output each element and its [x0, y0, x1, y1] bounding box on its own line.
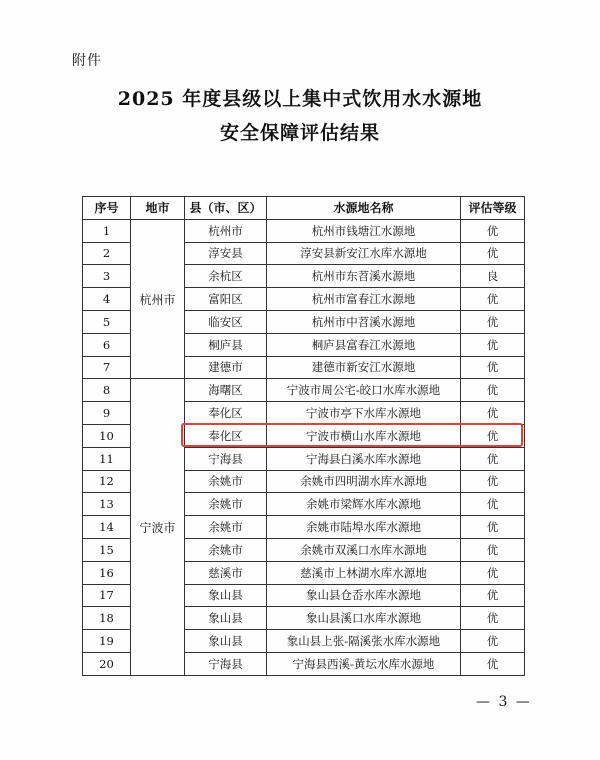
cell-serial-number: 11 [83, 447, 131, 470]
table-row [83, 379, 525, 402]
cell-serial-number: 20 [83, 652, 131, 675]
document-title-line2: 安全保障评估结果 [219, 122, 380, 144]
cell-water-source: 余姚市四明湖水库水源地 [267, 470, 461, 493]
cell-serial-number: 1 [83, 219, 131, 242]
assessment-results-table [82, 196, 525, 676]
cell-water-source: 象山县上张-隔溪张水库水源地 [267, 630, 461, 653]
cell-city: 宁波市 [131, 379, 185, 675]
cell-county: 杭州市 [185, 219, 267, 242]
cell-grade: 优 [461, 538, 525, 561]
cell-county: 奉化区 [185, 424, 267, 447]
table-row [83, 219, 525, 242]
cell-county: 桐庐县 [185, 333, 267, 356]
cell-serial-number: 12 [83, 470, 131, 493]
cell-serial-number: 16 [83, 561, 131, 584]
header-grade: 评估等级 [461, 197, 525, 220]
cell-serial-number: 13 [83, 493, 131, 516]
cell-county: 宁海县 [185, 447, 267, 470]
cell-grade: 优 [461, 561, 525, 584]
cell-water-source: 象山县仓岙水库水源地 [267, 584, 461, 607]
cell-grade: 优 [461, 379, 525, 402]
cell-county: 余姚市 [185, 538, 267, 561]
cell-grade: 优 [461, 607, 525, 630]
cell-water-source: 宁波市周公宅-皎口水库水源地 [267, 379, 461, 402]
cell-county: 余姚市 [185, 516, 267, 539]
cell-serial-number: 19 [83, 630, 131, 653]
cell-water-source: 宁海县白溪水库水源地 [267, 447, 461, 470]
cell-serial-number: 17 [83, 584, 131, 607]
cell-grade: 优 [461, 493, 525, 516]
cell-water-source: 淳安县新安江水库水源地 [267, 242, 461, 265]
cell-serial-number: 10 [83, 424, 131, 447]
cell-grade: 优 [461, 310, 525, 333]
cell-serial-number: 4 [83, 288, 131, 311]
cell-county: 淳安县 [185, 242, 267, 265]
cell-serial-number: 9 [83, 402, 131, 425]
document-title-line1: 2025 年度县级以上集中式饮用水水源地 [117, 88, 483, 110]
cell-grade: 优 [461, 219, 525, 242]
cell-water-source: 桐庐县富春江水源地 [267, 333, 461, 356]
cell-water-source: 宁波市横山水库水源地 [267, 424, 461, 447]
cell-county: 象山县 [185, 630, 267, 653]
header-city: 地市 [131, 197, 185, 220]
header-serial-number: 序号 [83, 197, 131, 220]
cell-grade: 优 [461, 630, 525, 653]
cell-grade: 优 [461, 447, 525, 470]
cell-county: 余姚市 [185, 493, 267, 516]
cell-serial-number: 6 [83, 333, 131, 356]
cell-water-source: 余姚市陆埠水库水源地 [267, 516, 461, 539]
cell-serial-number: 5 [83, 310, 131, 333]
cell-serial-number: 15 [83, 538, 131, 561]
cell-city: 杭州市 [131, 219, 185, 379]
cell-water-source: 杭州市富春江水源地 [267, 288, 461, 311]
header-county: 县（市、区） [185, 197, 267, 220]
cell-county: 象山县 [185, 584, 267, 607]
cell-grade: 优 [461, 288, 525, 311]
cell-county: 宁海县 [185, 652, 267, 675]
cell-county: 余杭区 [185, 265, 267, 288]
cell-water-source: 慈溪市上林湖水库水源地 [267, 561, 461, 584]
cell-water-source: 杭州市钱塘江水源地 [267, 219, 461, 242]
cell-grade: 优 [461, 402, 525, 425]
page-number: — 3 — [476, 694, 532, 710]
cell-county: 海曙区 [185, 379, 267, 402]
cell-water-source: 宁波市亭下水库水源地 [267, 402, 461, 425]
cell-county: 奉化区 [185, 402, 267, 425]
cell-water-source: 杭州市中苕溪水源地 [267, 310, 461, 333]
cell-grade: 良 [461, 265, 525, 288]
attachment-label: 附件 [72, 53, 102, 69]
cell-serial-number: 8 [83, 379, 131, 402]
cell-grade: 优 [461, 356, 525, 379]
cell-water-source: 象山县溪口水库水源地 [267, 607, 461, 630]
cell-water-source: 杭州市东苕溪水源地 [267, 265, 461, 288]
table-header-row [83, 197, 525, 220]
header-water-source: 水源地名称 [267, 197, 461, 220]
cell-water-source: 余姚市双溪口水库水源地 [267, 538, 461, 561]
cell-grade: 优 [461, 584, 525, 607]
cell-water-source: 宁海县西溪-黄坛水库水源地 [267, 652, 461, 675]
cell-county: 建德市 [185, 356, 267, 379]
cell-serial-number: 14 [83, 516, 131, 539]
cell-serial-number: 7 [83, 356, 131, 379]
cell-grade: 优 [461, 516, 525, 539]
cell-serial-number: 18 [83, 607, 131, 630]
cell-grade: 优 [461, 424, 525, 447]
cell-county: 富阳区 [185, 288, 267, 311]
cell-grade: 优 [461, 652, 525, 675]
cell-county: 临安区 [185, 310, 267, 333]
cell-serial-number: 3 [83, 265, 131, 288]
cell-county: 象山县 [185, 607, 267, 630]
cell-county: 慈溪市 [185, 561, 267, 584]
cell-grade: 优 [461, 470, 525, 493]
cell-water-source: 余姚市梁辉水库水源地 [267, 493, 461, 516]
cell-county: 余姚市 [185, 470, 267, 493]
cell-water-source: 建德市新安江水源地 [267, 356, 461, 379]
cell-grade: 优 [461, 333, 525, 356]
cell-serial-number: 2 [83, 242, 131, 265]
cell-grade: 优 [461, 242, 525, 265]
